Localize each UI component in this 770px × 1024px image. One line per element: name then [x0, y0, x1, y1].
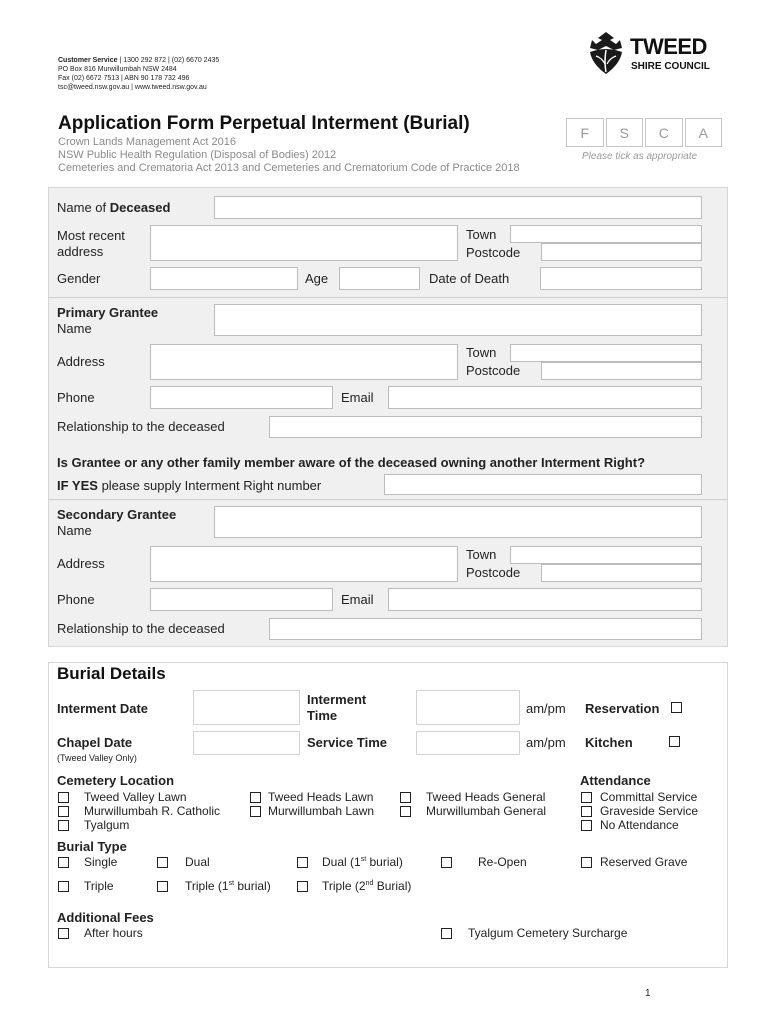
reserved-grave-label: Reserved Grave [600, 855, 688, 869]
attendance-heading: Attendance [580, 773, 651, 788]
dual-label: Dual [185, 855, 210, 869]
cemetery-location-heading: Cemetery Location [57, 773, 175, 788]
reservation-label: Reservation [585, 701, 660, 716]
primary-email-field[interactable] [388, 386, 702, 409]
reserved-grave-checkbox[interactable] [581, 857, 592, 868]
triple-second-burial-label: Triple (2nd Burial) [322, 879, 412, 893]
dual-checkbox[interactable] [157, 857, 168, 868]
deceased-postcode-field[interactable] [541, 243, 702, 261]
primary-name-field[interactable] [214, 304, 702, 336]
legislation-line-2: NSW Public Health Regulation (Disposal of Bodies) 2012 [58, 149, 337, 161]
secondary-town-field[interactable] [510, 546, 702, 564]
graveside-service-label: Graveside Service [600, 804, 699, 818]
deceased-postcode-label: Postcode [466, 245, 521, 260]
page-title: Application Form Perpetual Interment (Burial) [58, 113, 470, 134]
graveside-service-checkbox[interactable] [581, 806, 592, 817]
murwillumbah-general-label: Murwillumbah General [426, 804, 547, 818]
secondary-email-label: Email [341, 592, 374, 607]
recent-address-label-1: Most recent [57, 228, 125, 243]
fsca-box-s[interactable]: S [606, 118, 644, 147]
additional-fees-heading: Additional Fees [57, 910, 154, 925]
secondary-address-label: Address [57, 556, 105, 571]
interment-ampm-label: am/pm [526, 701, 566, 716]
triple-second-burial-checkbox[interactable] [297, 881, 308, 892]
primary-relationship-field[interactable] [269, 416, 702, 438]
committal-service-checkbox[interactable] [581, 792, 592, 803]
murwillumbah-rc-checkbox[interactable] [58, 806, 69, 817]
interment-time-label-1: Interment [307, 692, 367, 707]
service-time-field[interactable] [416, 731, 520, 755]
age-label: Age [305, 271, 329, 286]
murwillumbah-lawn-checkbox[interactable] [250, 806, 261, 817]
tweed-heads-lawn-label: Tweed Heads Lawn [268, 790, 374, 804]
secondary-postcode-field[interactable] [541, 564, 702, 582]
secondary-email-field[interactable] [388, 588, 702, 611]
kitchen-label: Kitchen [585, 735, 633, 750]
contact-block [58, 56, 219, 92]
logo-main-text: TWEED [630, 34, 707, 59]
primary-name-label: Name [57, 321, 92, 336]
service-time-label: Service Time [307, 735, 387, 750]
fsca-tick-boxes [566, 118, 722, 147]
contact-email-web: tsc@tweed.nsw.gov.au | www.tweed.nsw.gov.au [58, 84, 207, 91]
tweed-heads-lawn-checkbox[interactable] [250, 792, 261, 803]
fsca-box-f[interactable]: F [566, 118, 604, 147]
age-field[interactable] [339, 267, 420, 290]
legislation-line-3: Cemeteries and Crematoria Act 2013 and Cemeteries and Crematorium Code of Practice 2018 [58, 162, 520, 174]
murwillumbah-rc-label: Murwillumbah R. Catholic [84, 804, 221, 818]
tweed-valley-lawn-label: Tweed Valley Lawn [84, 790, 187, 804]
reopen-label: Re-Open [478, 855, 527, 869]
contact-po-box: PO Box 816 Murwillumbah NSW 2484 [58, 66, 177, 73]
reopen-checkbox[interactable] [441, 857, 452, 868]
tweed-valley-only-note: (Tweed Valley Only) [57, 753, 137, 763]
secondary-town-label: Town [466, 547, 497, 562]
interment-time-label-2: Time [307, 708, 338, 723]
primary-grantee-heading: Primary Grantee [57, 305, 159, 320]
murwillumbah-lawn-label: Murwillumbah Lawn [268, 804, 375, 818]
section-divider [48, 499, 728, 500]
primary-address-label: Address [57, 354, 105, 369]
interment-right-number-field[interactable] [384, 474, 702, 495]
primary-phone-label: Phone [57, 390, 95, 405]
single-label: Single [84, 855, 118, 869]
tyalgum-label: Tyalgum [84, 818, 130, 832]
legislation-line-1: Crown Lands Management Act 2016 [58, 136, 236, 148]
tweed-shire-council-logo [586, 28, 716, 78]
fsca-note: Please tick as appropriate [582, 151, 698, 162]
tyalgum-checkbox[interactable] [58, 820, 69, 831]
secondary-name-field[interactable] [214, 506, 702, 538]
if-yes-label: IF YES please supply Interment Right number [57, 478, 322, 493]
primary-relationship-label: Relationship to the deceased [57, 419, 225, 434]
deceased-town-field[interactable] [510, 225, 702, 243]
after-hours-label: After hours [84, 926, 143, 940]
primary-address-field[interactable] [150, 344, 458, 380]
secondary-grantee-heading: Secondary Grantee [57, 507, 177, 522]
secondary-name-label: Name [57, 523, 92, 538]
reservation-checkbox[interactable] [671, 702, 682, 713]
section-divider [48, 297, 728, 298]
primary-town-label: Town [466, 345, 497, 360]
secondary-postcode-label: Postcode [466, 565, 521, 580]
page-number: 1 [645, 988, 651, 999]
primary-postcode-field[interactable] [541, 362, 702, 380]
date-of-death-field[interactable] [540, 267, 702, 290]
interment-right-question: Is Grantee or any other family member aware of the deceased owning another Interment Right? [57, 455, 646, 470]
tyalgum-surcharge-checkbox[interactable] [441, 928, 452, 939]
recent-address-label-2: address [57, 244, 104, 259]
interment-time-field[interactable] [416, 690, 520, 725]
fsca-box-a[interactable]: A [685, 118, 723, 147]
tweed-heads-general-label: Tweed Heads General [426, 790, 546, 804]
deceased-town-label: Town [466, 227, 497, 242]
contact-phones: | 1300 292 872 | (02) 6670 2435 [117, 57, 220, 64]
no-attendance-label: No Attendance [600, 818, 679, 832]
logo-sub-text: SHIRE COUNCIL [631, 61, 710, 72]
gender-label: Gender [57, 271, 101, 286]
fsca-box-c[interactable]: C [645, 118, 683, 147]
date-of-death-label: Date of Death [429, 271, 510, 286]
triple-first-burial-label: Triple (1st burial) [185, 879, 271, 893]
primary-email-label: Email [341, 390, 374, 405]
chapel-date-label: Chapel Date [57, 735, 133, 750]
leaf-emblem-icon [586, 28, 626, 78]
burial-type-heading: Burial Type [57, 839, 127, 854]
dual-first-burial-checkbox[interactable] [297, 857, 308, 868]
contact-fax-abn: Fax (02) 6672 7513 | ABN 90 178 732 496 [58, 75, 190, 82]
secondary-phone-field[interactable] [150, 588, 333, 611]
kitchen-checkbox[interactable] [669, 736, 680, 747]
secondary-address-field[interactable] [150, 546, 458, 582]
gender-field[interactable] [150, 267, 298, 290]
service-ampm-label: am/pm [526, 735, 566, 750]
primary-postcode-label: Postcode [466, 363, 521, 378]
triple-first-burial-checkbox[interactable] [157, 881, 168, 892]
murwillumbah-general-checkbox[interactable] [400, 806, 411, 817]
deceased-address-field[interactable] [150, 225, 458, 261]
no-attendance-checkbox[interactable] [581, 820, 592, 831]
tweed-heads-general-checkbox[interactable] [400, 792, 411, 803]
secondary-phone-label: Phone [57, 592, 95, 607]
after-hours-checkbox[interactable] [58, 928, 69, 939]
triple-checkbox[interactable] [58, 881, 69, 892]
deceased-name-field[interactable] [214, 196, 702, 219]
customer-service-label: Customer Service [58, 57, 118, 64]
interment-date-field[interactable] [193, 690, 300, 725]
single-checkbox[interactable] [58, 857, 69, 868]
interment-date-label: Interment Date [57, 701, 149, 716]
triple-label: Triple [84, 879, 114, 893]
burial-details-title: Burial Details [57, 664, 166, 683]
tyalgum-surcharge-label: Tyalgum Cemetery Surcharge [468, 926, 628, 940]
secondary-relationship-label: Relationship to the deceased [57, 621, 225, 636]
chapel-date-field[interactable] [193, 731, 300, 755]
deceased-name-label: Name of Deceased [57, 200, 171, 215]
secondary-relationship-field[interactable] [269, 618, 702, 640]
tweed-valley-lawn-checkbox[interactable] [58, 792, 69, 803]
primary-phone-field[interactable] [150, 386, 333, 409]
dual-first-burial-label: Dual (1st burial) [322, 855, 403, 869]
primary-town-field[interactable] [510, 344, 702, 362]
committal-service-label: Committal Service [600, 790, 698, 804]
